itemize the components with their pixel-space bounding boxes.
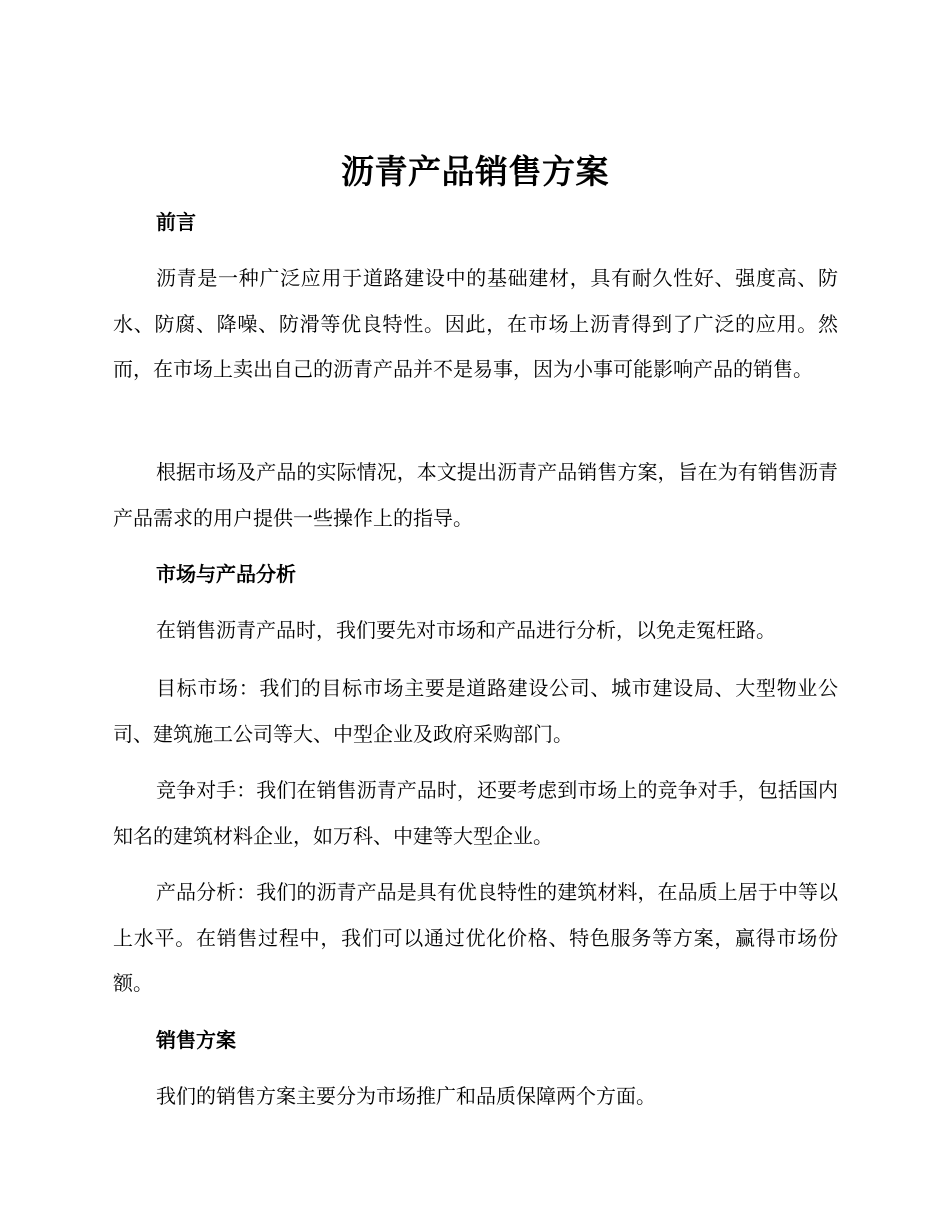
section-heading-preface: 前言	[156, 210, 196, 234]
paragraph-analysis-3: 竞争对手：我们在销售沥青产品时，还要考虑到市场上的竞争对手，包括国内知名的建筑材料企业，如万科、中建等大型企业。	[113, 778, 838, 848]
paragraph-preface-1: 沥青是一种广泛应用于道路建设中的基础建材，具有耐久性好、强度高、防水、防腐、降噪、防滑等优良特性。因此，在市场上沥青得到了广泛的应用。然而，在市场上卖出自己的沥青产品并不是易事，因为小事可能影响产品的销售。	[113, 266, 838, 381]
paragraph-plan-1: 我们的销售方案主要分为市场推广和品质保障两个方面。	[156, 1084, 656, 1108]
paragraph-analysis-2: 目标市场：我们的目标市场主要是道路建设公司、城市建设局、大型物业公司、建筑施工公司等大、中型企业及政府采购部门。	[113, 676, 838, 746]
paragraph-analysis-1: 在销售沥青产品时，我们要先对市场和产品进行分析，以免走冤枉路。	[156, 618, 776, 642]
section-heading-plan: 销售方案	[156, 1028, 236, 1052]
document-title: 沥青产品销售方案	[341, 152, 609, 191]
section-heading-analysis: 市场与产品分析	[156, 562, 296, 586]
paragraph-analysis-4: 产品分析：我们的沥青产品是具有优良特性的建筑材料，在品质上居于中等以上水平。在销售过程中，我们可以通过优化价格、特色服务等方案，赢得市场份额。	[113, 880, 838, 995]
paragraph-preface-2: 根据市场及产品的实际情况，本文提出沥青产品销售方案，旨在为有销售沥青产品需求的用户提供一些操作上的指导。	[113, 460, 838, 530]
